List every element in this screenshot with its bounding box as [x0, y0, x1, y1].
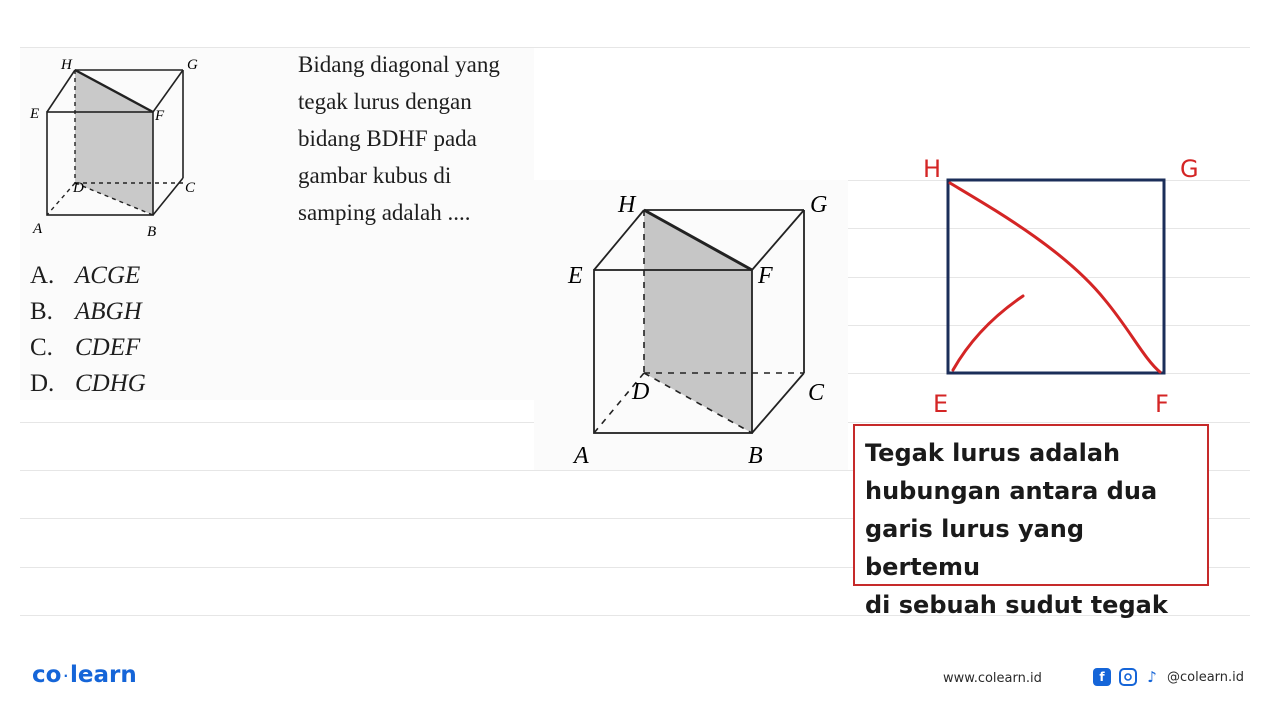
question-line: gambar kubus di: [298, 163, 452, 188]
label-h: H: [618, 192, 636, 218]
option-c[interactable]: [30, 330, 146, 366]
note-line: garis lurus yang bertemu: [865, 515, 1085, 581]
label-a: A: [574, 443, 589, 469]
note-line: di sebuah sudut tegak: [865, 591, 1168, 619]
option-d[interactable]: [30, 366, 146, 402]
edge-da: [47, 183, 75, 215]
label-d: D: [632, 379, 650, 405]
note-line: Tegak lurus adalah: [865, 439, 1121, 467]
label-c: C: [808, 380, 825, 406]
label-h: H: [923, 155, 942, 183]
option-letter: D.: [30, 370, 55, 397]
label-b: B: [748, 443, 763, 469]
tiktok-icon[interactable]: ♪: [1147, 668, 1157, 686]
logo-dot: ·: [63, 668, 68, 683]
plane-bdhf: [644, 210, 752, 433]
option-value: ABGH: [75, 298, 142, 325]
note-line: hubungan antara dua: [865, 477, 1158, 505]
question-line: Bidang diagonal yang: [298, 52, 500, 77]
square-hgfe: [948, 180, 1164, 373]
label-g: G: [810, 192, 828, 218]
facebook-icon[interactable]: f: [1093, 668, 1111, 686]
definition-note: [853, 424, 1209, 619]
edge-eh: [47, 70, 75, 112]
sketch-figure: [915, 150, 1215, 420]
colearn-logo[interactable]: [32, 662, 137, 688]
curve-e: [953, 296, 1023, 370]
logo-left: co: [32, 662, 62, 688]
curve-hf: [950, 183, 1160, 372]
label-e: E: [30, 106, 40, 122]
option-a[interactable]: [30, 258, 146, 294]
label-c: C: [185, 180, 196, 196]
label-g: G: [187, 57, 198, 73]
edge-gf: [752, 210, 804, 270]
label-a: A: [33, 221, 43, 237]
social-handle[interactable]: @colearn.id: [1167, 669, 1245, 685]
option-letter: A.: [30, 262, 55, 289]
label-e: E: [933, 390, 949, 418]
label-g: G: [1180, 155, 1199, 183]
label-e: E: [568, 263, 583, 289]
question-line: tegak lurus dengan: [298, 89, 472, 114]
label-h: H: [61, 57, 72, 73]
option-value: CDHG: [75, 370, 146, 397]
label-f: F: [1155, 390, 1169, 418]
edge-gf: [153, 70, 183, 112]
label-f: F: [758, 263, 773, 289]
social-links: [1093, 668, 1244, 686]
question-line: samping adalah ....: [298, 200, 471, 225]
option-value: ACGE: [75, 262, 141, 289]
small-cube-figure: [25, 50, 215, 240]
label-d: D: [73, 180, 84, 196]
option-letter: C.: [30, 334, 53, 361]
website-link[interactable]: www.colearn.id: [943, 671, 1042, 686]
large-cube-figure: [560, 185, 850, 470]
edge-eh: [594, 210, 644, 270]
answer-options: [30, 258, 146, 402]
instagram-icon[interactable]: [1119, 668, 1137, 686]
question-line: bidang BDHF pada: [298, 126, 477, 151]
label-b: B: [147, 224, 157, 240]
logo-right: learn: [70, 662, 137, 688]
option-letter: B.: [30, 298, 53, 325]
label-f: F: [155, 108, 165, 124]
edge-cb: [752, 373, 804, 433]
question-text: [298, 46, 534, 231]
option-value: CDEF: [75, 334, 141, 361]
option-b[interactable]: [30, 294, 146, 330]
